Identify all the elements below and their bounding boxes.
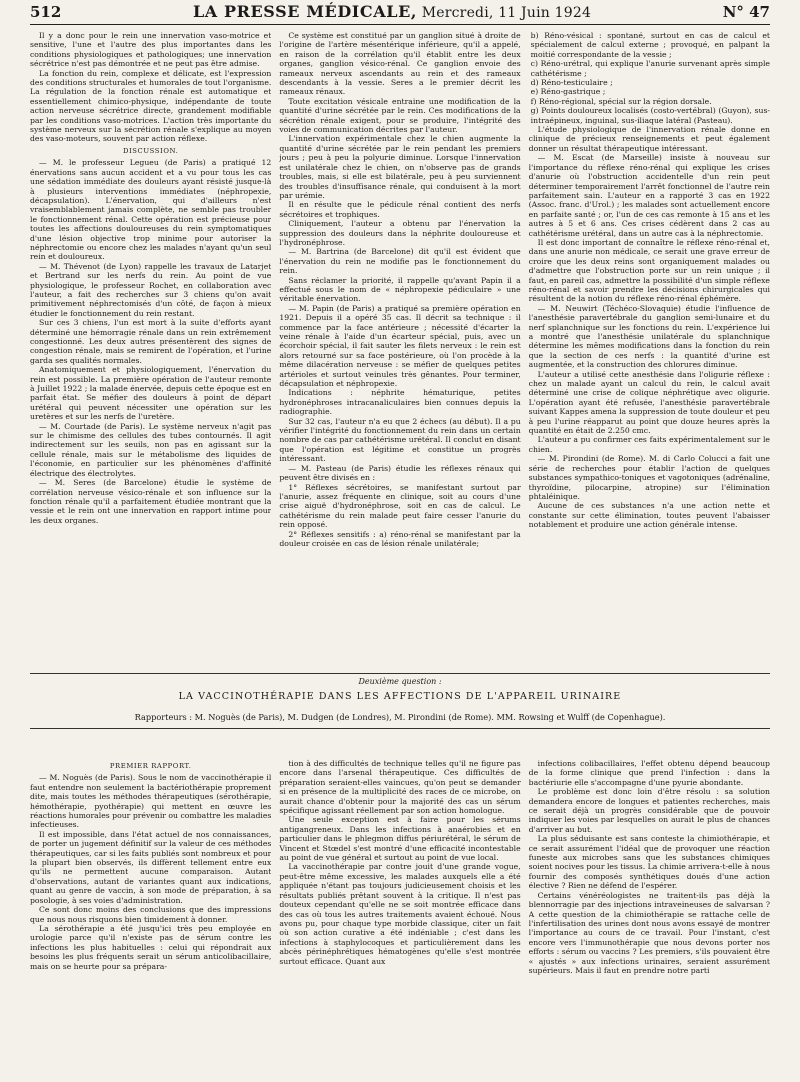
running-title [193,2,591,21]
top-column-1 [30,31,271,671]
paragraph: — M. Pasteau (de Paris) étudie les réflexes rénaux qui peuvent être divisés en : [279,463,521,483]
top-column-3 [529,31,770,671]
section-question: Deuxième question : [358,677,442,686]
paragraph: g) Points douloureux localisés (costo-vertébral) (Guyon), sus-intraépineux, inguinal, sus-iliaque latéral (Pasteau). [530,106,770,125]
paragraph: 1° Réflexes sécrétoires, se manifestant surtout par l'anurie, assez fréquente en clinique, soit au cours d'une crise aiguë d'hydronéphrose, soit en cas de calcul. Le cathétérisme du rein malade peut faire cesser l'anurie du rein opposé. [279,482,521,530]
bottom-column-1 [30,759,271,1079]
paragraph: Une seule exception est à faire pour les sérums antigangreneux. Dans les infections à anaérobies et en particulier dans le phlegmon diffus périurétéral, le sérum de Vincent et Stœdel s'est montré d'une efficacité incontestable au point de vue général et surtout au point de vue local. [279,815,521,863]
paragraph: L'auteur a pu confirmer ces faits expérimentalement sur le chien. [528,435,770,454]
paragraph: b) Réno-vésical : spontané, surtout en cas de calcul et spécialement de calcul externe ; provoqué, en palpant la moitié correspondante de la vessie ; [530,31,770,59]
paragraph: tion à des difficultés de technique telles qu'il ne figure pas encore dans l'arsenal thérapeutique. Ces difficultés de préparation seraient-elles vaincues, qu'on peut se demander si en présence de la multiplicité des races de ce microbe, on aurait chance d'obtenir pour la majorité des cas un sérum spécifique agissant réellement par son action homologue. [279,759,521,816]
paragraph: c) Réno-urétral, qui explique l'anurie survenant après simple cathétérisme ; [530,59,770,78]
paragraph: La vaccinothérapie par contre jouit d'une grande vogue, peut-être même excessive, les malades auxquels elle a été appliquée n'étant pas toujours judicieusement choisis et les résultats publiés prêtant souvent à la critique. Il n'est pas douteux cependant qu'elle ne se soit montrée efficace dans des cas où tous les autres traitements avaient échoué. Nous avons pu, pour chaque type morbide classique, citer un fait où son action curative a été indéniable ; c'est dans les infections à staphylocoques et particulièrement dans les abcès périnéphrétiques hématogènes qu'elle s'est montrée surtout efficace. Quant aux [279,862,521,966]
paragraph: — M. Thévenot (de Lyon) rappelle les travaux de Latarjet et Bertrand sur les nerfs du rein. Au point de vue physiologique, le professeur Rochet, en collaboration avec l'auteur, a fait des recherches sur 3 chiens qu'on avait primitivement néphrectomisés d'un côté, de façon à mieux étudier le fonctionnement du rein restant. [30,261,272,318]
paragraph: Ce sont donc moins des conclusions que des impressions que nous nous risquons bien timidement à donner. [30,905,272,924]
paragraph: — M. Papin (de Paris) a pratiqué sa première opération en 1921. Depuis il a opéré 35 cas. Il décrit sa technique : il commence par la face antérieure ; nécessité d'écarter la veine rénale à l'aide d'un écarteur spécial, puis, avec un écorchoir spécial, il fait sauter les filets nerveux : le rein est alors retourné sur sa face postérieure, où l'on procède à la même dilacération nerveuse : se méfier de quelques petites artérioles et surtout veinules très gênantes. Pour terminer, décapsulation et néphropexie. [279,303,521,389]
paragraph: — M. Seres (de Barcelone) étudie le système de corrélation nerveuse vésico-rénale et son influence sur la fonction rénale qu'il a parfaitement étudiée montrant que la vessie et le rein ont une innervation en rapport intime pour les deux organes. [30,478,272,525]
paragraph: — M. le professeur Legueu (de Paris) a pratiqué 12 énervations sans aucun accident et a vu pour tous les cas une sédation immédiate des douleurs ayant résisté jusque-là à plusieurs interventions immédiates (néphropexie, décapsulation). L'énervation, qui d'ailleurs n'est vraisemblablement jamais complète, ne semble pas troubler le fonctionnement rénal. Cette opération est précieuse pour toutes les affections douloureuses du rein symptomatiques d'une lésion objective trop minime pour autoriser la néphrectomie ou encore chez les malades n'ayant qu'un seul rein et douloureux. [30,158,272,262]
bottom-column-2 [279,759,520,1079]
paragraph: Aucune de ces substances n'a une action nette et constante sur cette élimination, toutes peuvent l'abaisser notablement et produire une action générale intense. [528,501,770,530]
paragraph: Anatomiquement et physiologiquement, l'énervation du rein est possible. La première opération de l'auteur remonte à Juillet 1922 ; la malade énervée, depuis cette époque est en parfait état. Se méfier des douleurs à point de départ urétéral qui peuvent nécessiter une opération sur les uretères et sur les nerfs de l'uretère. [30,365,272,422]
paragraph: — M. Noguès (de Paris). Sous le nom de vaccinothérapie il faut entendre non seulement la bactériothérapie proprement dite, mais toutes les méthodes thérapeutiques (sérothérapie, hémothérapie, pyothérapie) qui mettent en œuvre les réactions humorales pour prévenir ou combattre les maladies infectieuses. [30,773,272,830]
paragraph: Il y a donc pour le rein une innervation vaso-motrice et sensitive, l'une et l'autre des plus importantes dans les conditions physiologiques et pathologiques; une innervation sécrétrice n'est pas démontrée et ne peut pas être admise. [30,31,272,69]
paragraph: Sur ces 3 chiens, l'un est mort à la suite d'efforts ayant déterminé une hémorragie rénale dans un rein extrêmement congestionné. Les deux autres présentèrent des signes de congestion rénale, mais se remirent de l'opération, et l'urine garda ses qualités normales. [30,318,272,365]
paragraph: e) Réno-gastrique ; [530,87,606,97]
paragraph: — M. Neuwirt (Téchéco-Slovaquie) étudie l'influence de l'anesthésie paravertébrale du ganglion semi-lunaire et du nerf splanchnique sur les fonctions du rein. L'expérience lui a montré que l'anesthésie unilatérale du splanchnique détermine les mêmes modifications dans la fonction du rein que la section de ces nerfs : la quantité d'urine est augmentée, et la construction des chlorures diminue. [528,303,770,370]
issue-number: N° 47 [722,3,770,21]
paragraph: — M. Courtade (de Paris). Le système nerveux n'agit pas sur le chimisme des cellules des tubes contournés. Il agit indirectement sur les seuils, non pas en agissant sur la cellule rénale, mais sur le métabolisme des liquides de l'économie, en particulier sur les phénomènes d'affinité électrique des électrolytes. [30,421,272,478]
paragraph: Indications : néphrite hématurique, petites hydronéphroses intracanaliculaires bien connues depuis la radiographie. [279,388,521,417]
paragraph: L'auteur a utilisé cette anesthésie dans l'oligurie réflexe : chez un malade ayant un calcul du rein, le calcul avait déterminé une crise de colique néphrétique avec oligurie. L'opération ayant été refusée, l'anesthésie paravertébrale suivant Kappes amena la suppression de toute douleur et peu à peu l'urine réapparut au point que douze heures après la quantité en était de 2.250 cmc. [528,369,770,436]
top-columns [30,31,770,671]
paragraph: Toute excitation vésicale entraine une modification de la quantité d'urine sécrétée par le rein. Ces modifications de la sécrétion rénale exigent, pour se produire, l'intégrité des voies de communication décrites par l'auteur. [279,96,521,135]
rapporteurs-rule [30,728,770,729]
paragraph: Il est donc important de connaître le réflexe réno-rénal et, dans une anurie non médicale, ce serait une grave erreur de croire que les deux reins sont organiquement malades ou d'admettre que l'obstruction porte sur un rein unique ; il faut, en pareil cas, admettre la possibilité d'un simple réflexe réno-rénal et savoir prendre les décisions chirurgicales qui résultent de la notion du réflexe réno-rénal éphémère. [528,237,770,304]
paragraph: Le problème est donc loin d'être résolu : sa solution demandera encore de longues et patientes recherches, mais ce serait déjà un progrès considérable que de pouvoir indiquer les voies par lesquelles on aurait le plus de chances d'arriver au but. [528,787,770,834]
paragraph: Sur 32 cas, l'auteur n'a eu que 2 échecs (au début). Il a pu vérifier l'intégrité du fonctionnement du rein dans un certain nombre de cas par cathétérisme urétéral. Il conclut en disant que l'opération est légitime et constitue un progrès intéressant. [279,416,521,464]
rapporteurs-line: Rapporteurs : M. Noguès (de Paris), M. Dudgen (de Londres), M. Pirondini (de Rome). MM. Rowsing et Wulff (de Copenhague). [134,712,666,722]
paragraph: Cliniquement, l'auteur a obtenu par l'énervation la suppression des douleurs dans la néphrite douloureuse et l'hydronéphrose. [279,219,521,247]
paragraph: L'étude physiologique de l'innervation rénale donne en clinique de précieux renseignements et peut également donner un résultat thérapeutique intéressant. [528,125,770,153]
section-rule [30,673,770,674]
journal-name: LA PRESSE MÉDICALE, [192,2,418,21]
paragraph: 2° Réflexes sensitifs : a) réno-rénal se manifestant par la douleur croisée en cas de lésion rénale unilatérale; [279,529,521,548]
paragraph: — M. Escat (de Marseille) insiste à nouveau sur l'importance du réflexe réno-rénal qui explique les crises d'anurie où l'obstruction accidentelle d'un rein peut déterminer temporairement l'arrêt fonctionnel de l'autre rein parfaitement sain. L'auteur en a rapporté 3 cas en 1922 (Assoc. franc. d'Urol.) ; les malades sont actuellement encore en parfaite santé ; or, l'un de ces cas remonte à 15 ans et les autres à 5 et 6 ans. Ces crises cédèrent dans 2 cas au cathétérisme urétéral, dans un autre cas à la néphrectomie. [528,153,770,238]
page-number: 512 [30,3,62,21]
page-header [30,2,770,25]
paragraph: La fonction du rein, complexe et délicate, est l'expression des conditions structurales et humorales de tout l'organisme. La régulation de la fonction rénale est automatique et essentiellement chimico-physique, indépendante de toute action nerveuse sécrétrice directe, grandement modifiable par les conditions vaso-motrices. L'action très importante du système nerveux sur la sécrétion rénale s'explique au moyen des vaso-moteurs, souvent par action réflexe. [30,68,272,144]
paragraph: infections colibacillaires, l'effet obtenu dépend beaucoup de la forme clinique que prend l'infection : dans la bactériurie elle s'accompagne d'une pyurie abondante. [528,759,770,787]
bottom-column-3 [529,759,770,1079]
issue-date: Mercredi, 11 Juin 1924 [421,5,592,21]
paragraph: L'innervation expérimentale chez le chien augmente la quantité d'urine sécrétée par le rein pendant les premiers jours ; peu à peu la polyurie diminue. Lorsque l'innervation est unilatérale chez le chien, on n'observe pas de grands troubles, mais, si elle est bilatérale, peu à peu surviennent des troubles d'insuffisance rénale, qui conduisent à la mort par urémie. [279,134,521,200]
top-column-2 [279,31,520,671]
paragraph: Certains vénéréologistes ne traitent-ils pas déjà la blennorragie par des injections intraveineuses de salvarsan ? A cette question de la chimiothérapie se rattache celle de l'infertilisation des urines dont nous avons essayé de montrer l'importance au cours de ce travail. Pour l'instant, c'est encore vers l'immunothérapie que nous devons porter nos efforts : sérum ou vaccins ? Les premiers, s'ils pouvaient être « ajustés » aux infections urinaires, seraient assurément supérieurs. Mais il faut en prendre notre parti [528,890,770,975]
paragraph: f) Réno-régional, spécial sur la région dorsale. [530,96,712,106]
paragraph: — M. Bartrina (de Barcelone) dit qu'il est évident que l'énervation du rein ne modifie pas le fonctionnement du rein. [279,247,521,276]
paragraph: — M. Pirondini (de Rome). M. di Carlo Colucci a fait une série de recherches pour établir l'action de quelques substances sympathico-toniques et vagotoniques (adrénaline, thyroïdine, pilocarpine, atropine) sur l'élimination phtaléinique. [528,454,770,501]
section-heading: PREMIER RAPPORT. [109,762,192,770]
paragraph: Sans réclamer la priorité, il rappelle qu'avant Papin il a effectué sous le nom de « néphropexie pédiculaire » une véritable énervation. [279,275,521,304]
paragraph: Il en résulte que le pédicule rénal contient des nerfs sécrétoires et trophiques. [279,200,521,219]
paragraph: Ce système est constitué par un ganglion situé à droite de l'origine de l'artère mésentérique inférieure, qu'il a appelé, en raison de la corrélation qu'il établit entre les deux organes, ganglion vésico-rénal. Ce ganglion envoie des rameaux nerveux ascendants au rein et des rameaux descendants à la vessie. Seres a le premier décrit les rameaux rénaux. [279,31,521,97]
section-title: LA VACCINOTHÉRAPIE DANS LES AFFECTIONS DE L'APPAREIL URINAIRE [178,691,622,702]
bottom-columns [30,759,770,1079]
paragraph: La sérothérapie a été jusqu'ici très peu employée en urologie parce qu'il n'existe pas de sérum contre les infections les plus habituelles : celui qui répondrait aux besoins les plus fréquents serait un sérum anticolibacillaire, mais on se heurte pour sa prépara- [30,923,272,971]
paragraph: Il est impossible, dans l'état actuel de nos connaissances, de porter un jugement définitif sur la valeur de ces méthodes thérapeutiques, car si les faits publiés sont nombreux et pour la plupart bien observés, ils diffèrent tellement entre eux qu'ils ne permettent aucune comparaison. Autant d'observations, autant de variantes quant aux indications, quant au genre de vaccin, à son mode de préparation, à sa posologie, à ses voies d'administration. [30,829,272,905]
paragraph: d) Réno-testiculaire ; [530,78,613,88]
section-heading: DISCUSSION. [122,146,179,155]
paragraph: La plus séduisante est sans conteste la chimiothérapie, et ce serait assurément l'idéal que de provoquer une réaction funeste aux microbes sans que les substances chimiques soient nocives pour les tissus. La chimie arrivera-t-elle à nous fournir des composés synthétiques doués d'une action élective ? Rien ne défend de l'espérer. [528,834,770,891]
